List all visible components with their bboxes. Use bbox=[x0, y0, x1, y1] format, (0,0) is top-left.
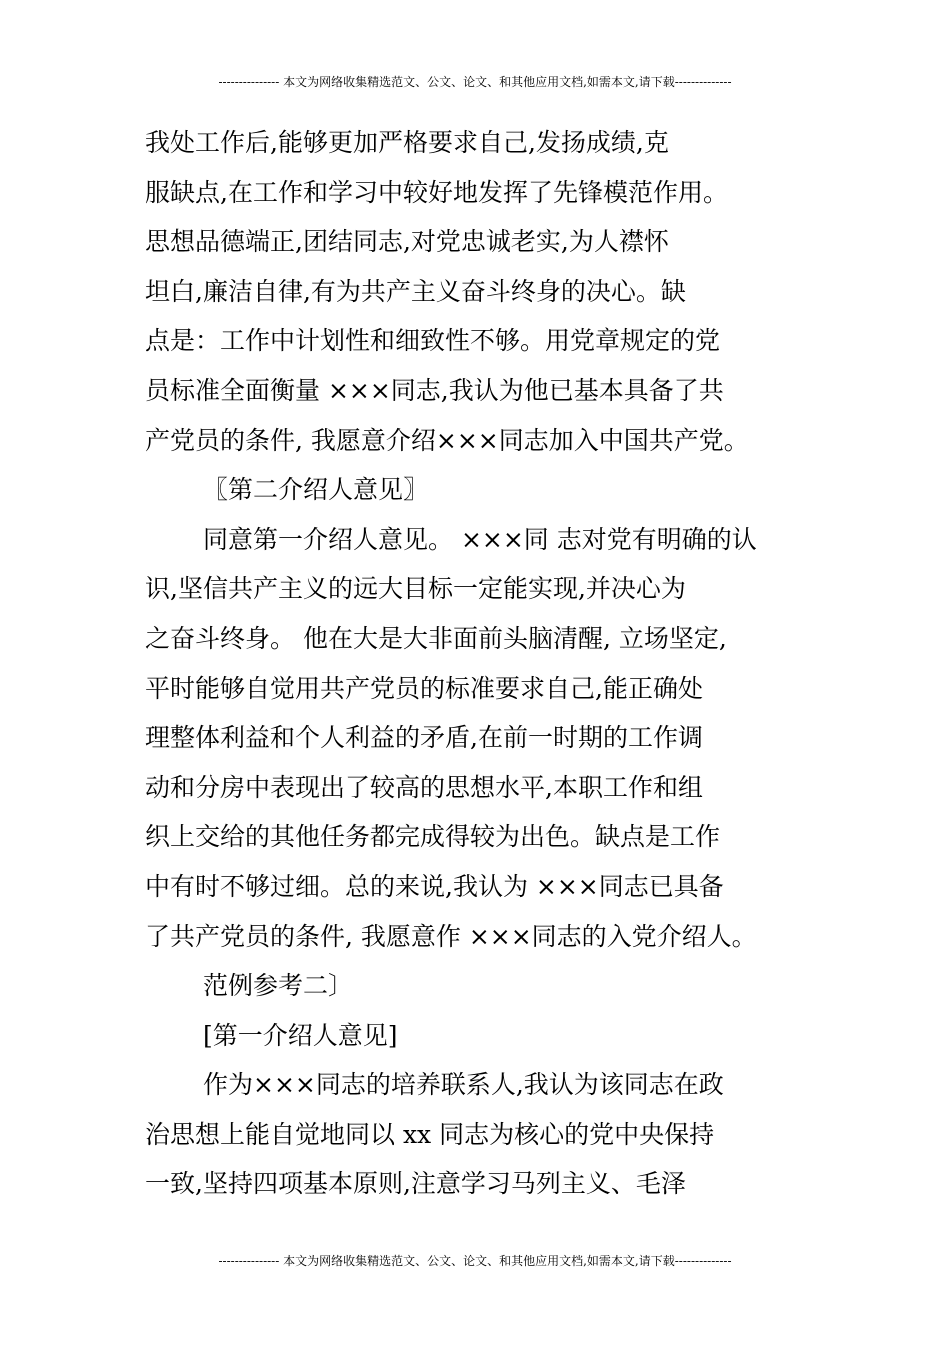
page-footer: --------------- 本文为网络收集精选范文、公文、论文、和其他应用文档,如需本文,请下载-------------- bbox=[218, 1254, 732, 1268]
text-line: 服缺点,在工作和学习中较好地发挥了先锋模范作用。 bbox=[145, 177, 728, 207]
text-line: 一致,坚持四项基本原则,注意学习马列主义、毛泽 bbox=[145, 1169, 686, 1199]
text-line: 同意第一介绍人意见。 ×××同 志对党有明确的认 bbox=[203, 524, 757, 554]
text-line: 治思想上能自觉地同以 xx 同志为核心的党中央保持 bbox=[145, 1119, 715, 1149]
text-line: 识,坚信共产主义的远大目标一定能实现,并决心为 bbox=[145, 574, 686, 604]
text-line: 员标准全面衡量 ×××同志,我认为他已基本具备了共 bbox=[145, 375, 724, 405]
text-line: 动和分房中表现出了较高的思想水平,本职工作和组 bbox=[145, 772, 703, 802]
text-line: 理整体利益和个人利益的矛盾,在前一时期的工作调 bbox=[145, 723, 703, 753]
text-line: 产党员的条件, 我愿意介绍×××同志加入中国共产党。 bbox=[145, 425, 749, 455]
text-line: 之奋斗终身。 他在大是大非面前头脑清醒, 立场坚定, bbox=[145, 623, 727, 653]
section-heading-first-introducer: [第一介绍人意见] bbox=[203, 1020, 398, 1050]
text-line: 坦白,廉洁自律,有为共产主义奋斗终身的决心。缺 bbox=[145, 276, 686, 306]
page-header: --------------- 本文为网络收集精选范文、公文、论文、和其他应用文档,如需本文,请下载-------------- bbox=[218, 75, 732, 89]
text-line: 思想品德端正,团结同志,对党忠诚老实,为人襟怀 bbox=[145, 227, 669, 257]
text-line: 织上交给的其他任务都完成得较为出色。缺点是工作 bbox=[145, 822, 721, 852]
section-heading-second-introducer: 〖第二介绍人意见〗 bbox=[203, 475, 429, 505]
document-body bbox=[145, 118, 825, 1209]
text-line: 我处工作后,能够更加严格要求自己,发扬成绩,克 bbox=[145, 128, 669, 157]
text-line: 了共产党员的条件, 我愿意作 ×××同志的入党介绍人。 bbox=[145, 921, 757, 951]
text-line: 点是：工作中计划性和细致性不够。用党章规定的党 bbox=[145, 326, 721, 356]
text-line: 中有时不够过细。总的来说,我认为 ×××同志已具备 bbox=[145, 871, 724, 901]
section-heading-example-two: 范例参考二〕 bbox=[203, 971, 354, 1001]
text-line: 平时能够自觉用共产党员的标准要求自己,能正确处 bbox=[145, 673, 703, 703]
text-line: 作为×××同志的培养联系人,我认为该同志在政 bbox=[203, 1070, 724, 1100]
